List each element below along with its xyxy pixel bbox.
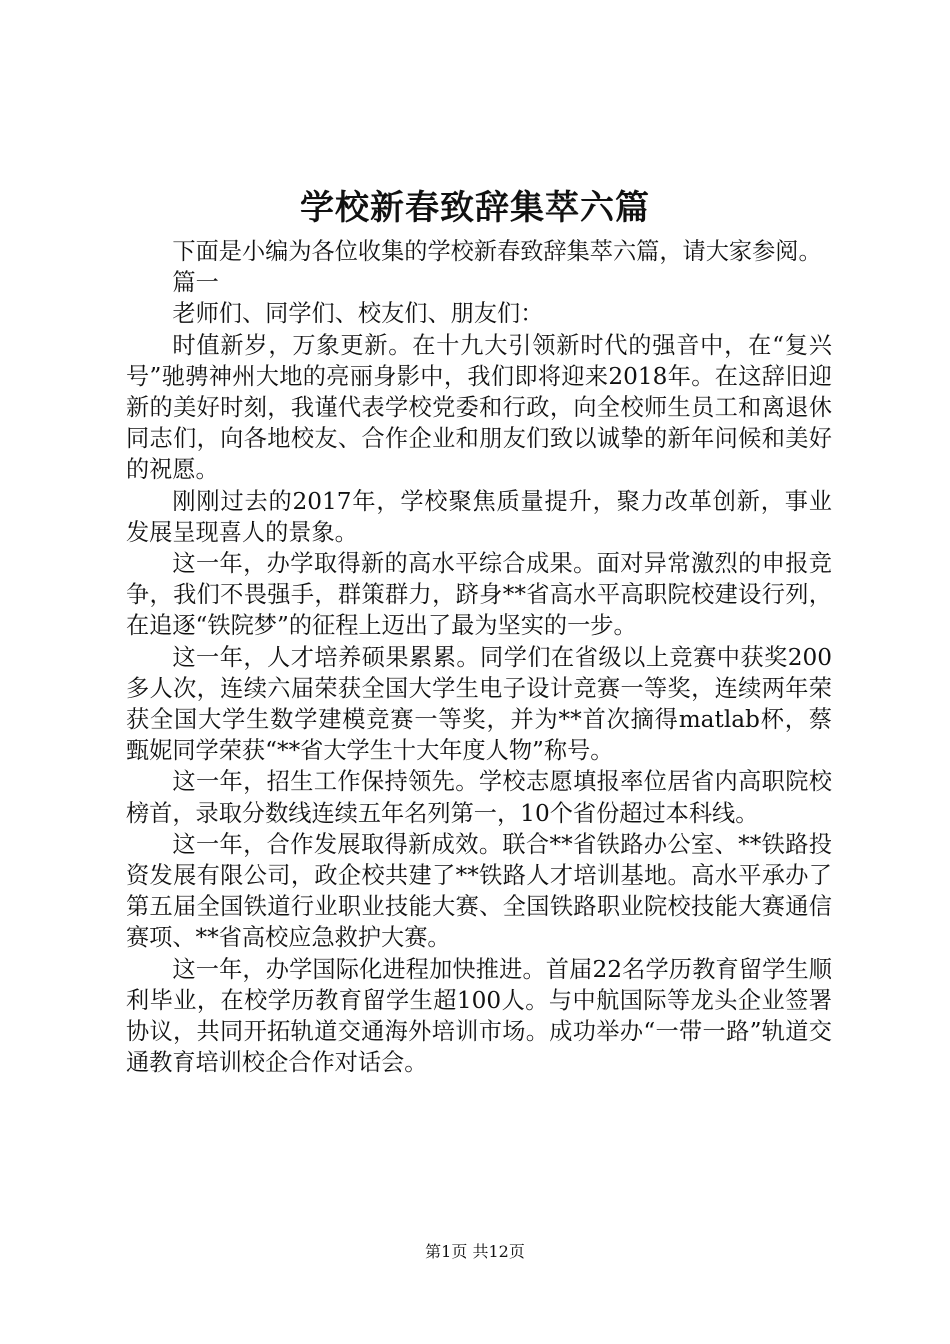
paragraph: 这一年，办学国际化进程加快推进。首届22名学历教育留学生顺利毕业，在校学历教育留学生超100人。与中航国际等龙头企业签署协议，共同开拓轨道交通海外培训市场。成功举办“一带一路”轨道交通教育培训校企合作对话会。 <box>126 955 832 1077</box>
paragraph: 这一年，办学取得新的高水平综合成果。面对异常激烈的申报竞争，我们不畏强手，群策群力，跻身**省高水平高职院校建设行列，在追逐“铁院梦”的征程上迈出了最为坚实的一步。 <box>126 550 832 640</box>
section-heading: 篇一 <box>172 269 219 297</box>
document-title: 学校新春致辞集萃六篇 <box>300 188 650 228</box>
paragraph: 时值新岁，万象更新。在十九大引领新时代的强音中，在“复兴号”驰骋神州大地的亮丽身影中，我们即将迎来2018年。在这辞旧迎新的美好时刻，我谨代表学校党委和行政，向全校师生员工和离退休同志们，向各地校友、合作企业和朋友们致以诚挚的新年问候和美好的祝愿。 <box>126 331 832 484</box>
paragraph: 刚刚过去的2017年，学校聚焦质量提升，聚力改革创新，事业发展呈现喜人的景象。 <box>126 487 832 546</box>
paragraph: 这一年，人才培养硕果累累。同学们在省级以上竞赛中获奖200多人次，连续六届荣获全国大学生电子设计竞赛一等奖，连续两年荣获全国大学生数学建模竞赛一等奖，并为**首次摘得matlab杯，蔡甄妮同学荣获“**省大学生十大年度人物”称号。 <box>126 643 832 765</box>
paragraph-salutation: 老师们、同学们、校友们、朋友们： <box>172 300 544 328</box>
page-total: 共12页 <box>472 1242 525 1261</box>
paragraph: 这一年，招生工作保持领先。学校志愿填报率位居省内高职院校榜首，录取分数线连续五年名列第一，10个省份超过本科线。 <box>126 768 832 827</box>
paragraph: 这一年，合作发展取得新成效。联合**省铁路办公室、**铁路投资发展有限公司，政企校共建了**铁路人才培训基地。高水平承办了第五届全国铁道行业职业技能大赛、全国铁路职业院校技能大赛通信赛项、**省高校应急救护大赛。 <box>126 830 832 952</box>
document-body <box>126 236 832 1078</box>
paragraph: 下面是小编为各位收集的学校新春致辞集萃六篇，请大家参阅。 <box>172 238 822 265</box>
page-footer <box>0 1240 950 1264</box>
page-number: 第1页 <box>425 1242 468 1261</box>
